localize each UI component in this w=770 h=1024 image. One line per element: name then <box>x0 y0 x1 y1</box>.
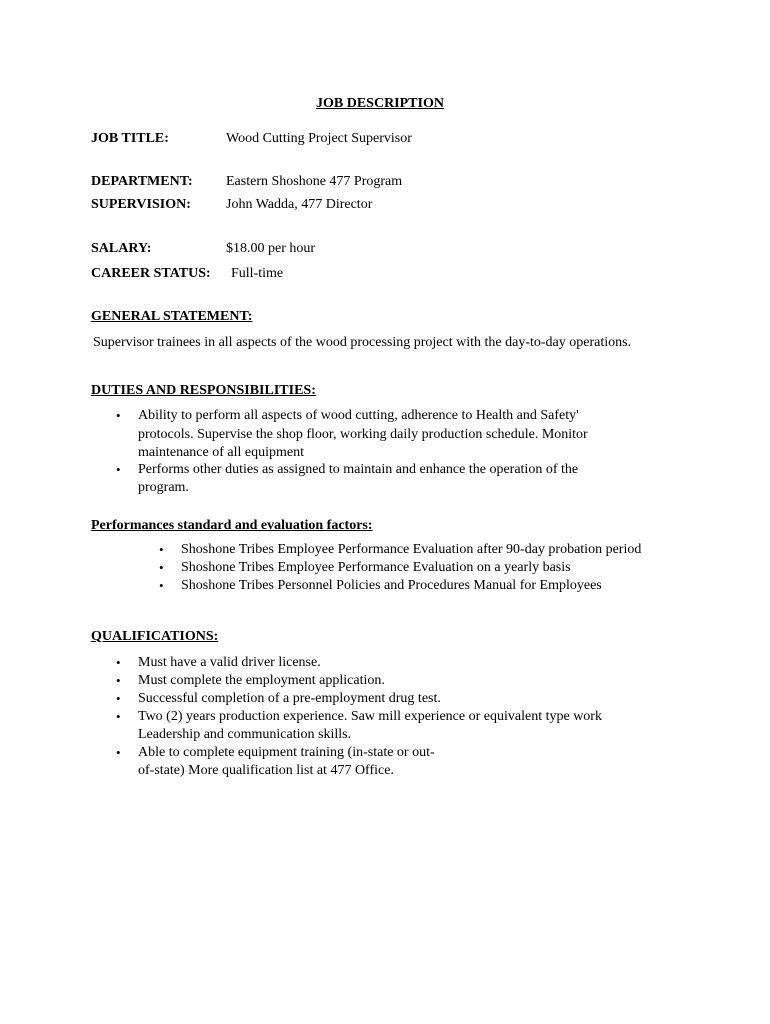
bullet-icon: • <box>116 691 121 706</box>
job-title-label: JOB TITLE: <box>91 131 169 146</box>
bullet-icon: • <box>116 462 121 477</box>
bullet-icon: • <box>116 408 121 423</box>
supervision-value: John Wadda, 477 Director <box>226 197 373 212</box>
duty-1-line-2: protocols. Supervise the shop floor, working daily production schedule. Monitor <box>138 427 588 442</box>
qualification-5-line-1: Able to complete equipment training (in-state or out- <box>138 745 435 760</box>
career-status-value: Full-time <box>231 266 284 281</box>
qualification-2: Must complete the employment application. <box>138 673 385 688</box>
bullet-icon: • <box>159 578 164 593</box>
qualification-5-line-2: of-state) More qualification list at 477 Office. <box>138 763 394 778</box>
general-statement-heading: GENERAL STATEMENT: <box>91 309 253 324</box>
document-title: JOB DESCRIPTION <box>316 96 444 111</box>
job-title-value: Wood Cutting Project Supervisor <box>226 131 412 146</box>
performance-heading: Performances standard and evaluation factors: <box>91 518 373 533</box>
duty-2-line-2: program. <box>138 480 189 495</box>
performance-item-2: Shoshone Tribes Employee Performance Evaluation on a yearly basis <box>181 560 571 575</box>
qualification-1: Must have a valid driver license. <box>138 655 321 670</box>
supervision-label: SUPERVISION: <box>91 197 191 212</box>
qualifications-heading: QUALIFICATIONS: <box>91 629 219 644</box>
duty-2-line-1: Performs other duties as assigned to maintain and enhance the operation of the <box>138 462 579 477</box>
bullet-icon: • <box>159 542 164 557</box>
general-statement-text: Supervisor trainees in all aspects of the wood processing project with the day-to-day operations. <box>93 335 632 350</box>
duty-1-line-1: Ability to perform all aspects of wood cutting, adherence to Health and Safety' <box>138 408 579 423</box>
bullet-icon: • <box>116 745 121 760</box>
duties-heading: DUTIES AND RESPONSIBILITIES: <box>91 383 316 398</box>
performance-item-3: Shoshone Tribes Personnel Policies and Procedures Manual for Employees <box>181 578 602 593</box>
performance-item-1: Shoshone Tribes Employee Performance Evaluation after 90-day probation period <box>181 542 642 557</box>
department-label: DEPARTMENT: <box>91 174 193 189</box>
salary-value: $18.00 per hour <box>226 241 316 256</box>
bullet-icon: • <box>159 560 164 575</box>
salary-label: SALARY: <box>91 241 152 256</box>
bullet-icon: • <box>116 655 121 670</box>
duty-1-line-3: maintenance of all equipment <box>138 445 304 460</box>
career-status-label: CAREER STATUS: <box>91 266 211 281</box>
qualification-4-line-1: Two (2) years production experience. Saw mill experience or equivalent type work <box>138 709 602 724</box>
department-value: Eastern Shoshone 477 Program <box>226 174 403 189</box>
bullet-icon: • <box>116 709 121 724</box>
bullet-icon: • <box>116 673 121 688</box>
qualification-4-line-2: Leadership and communication skills. <box>138 727 352 742</box>
qualification-3: Successful completion of a pre-employment drug test. <box>138 691 441 706</box>
